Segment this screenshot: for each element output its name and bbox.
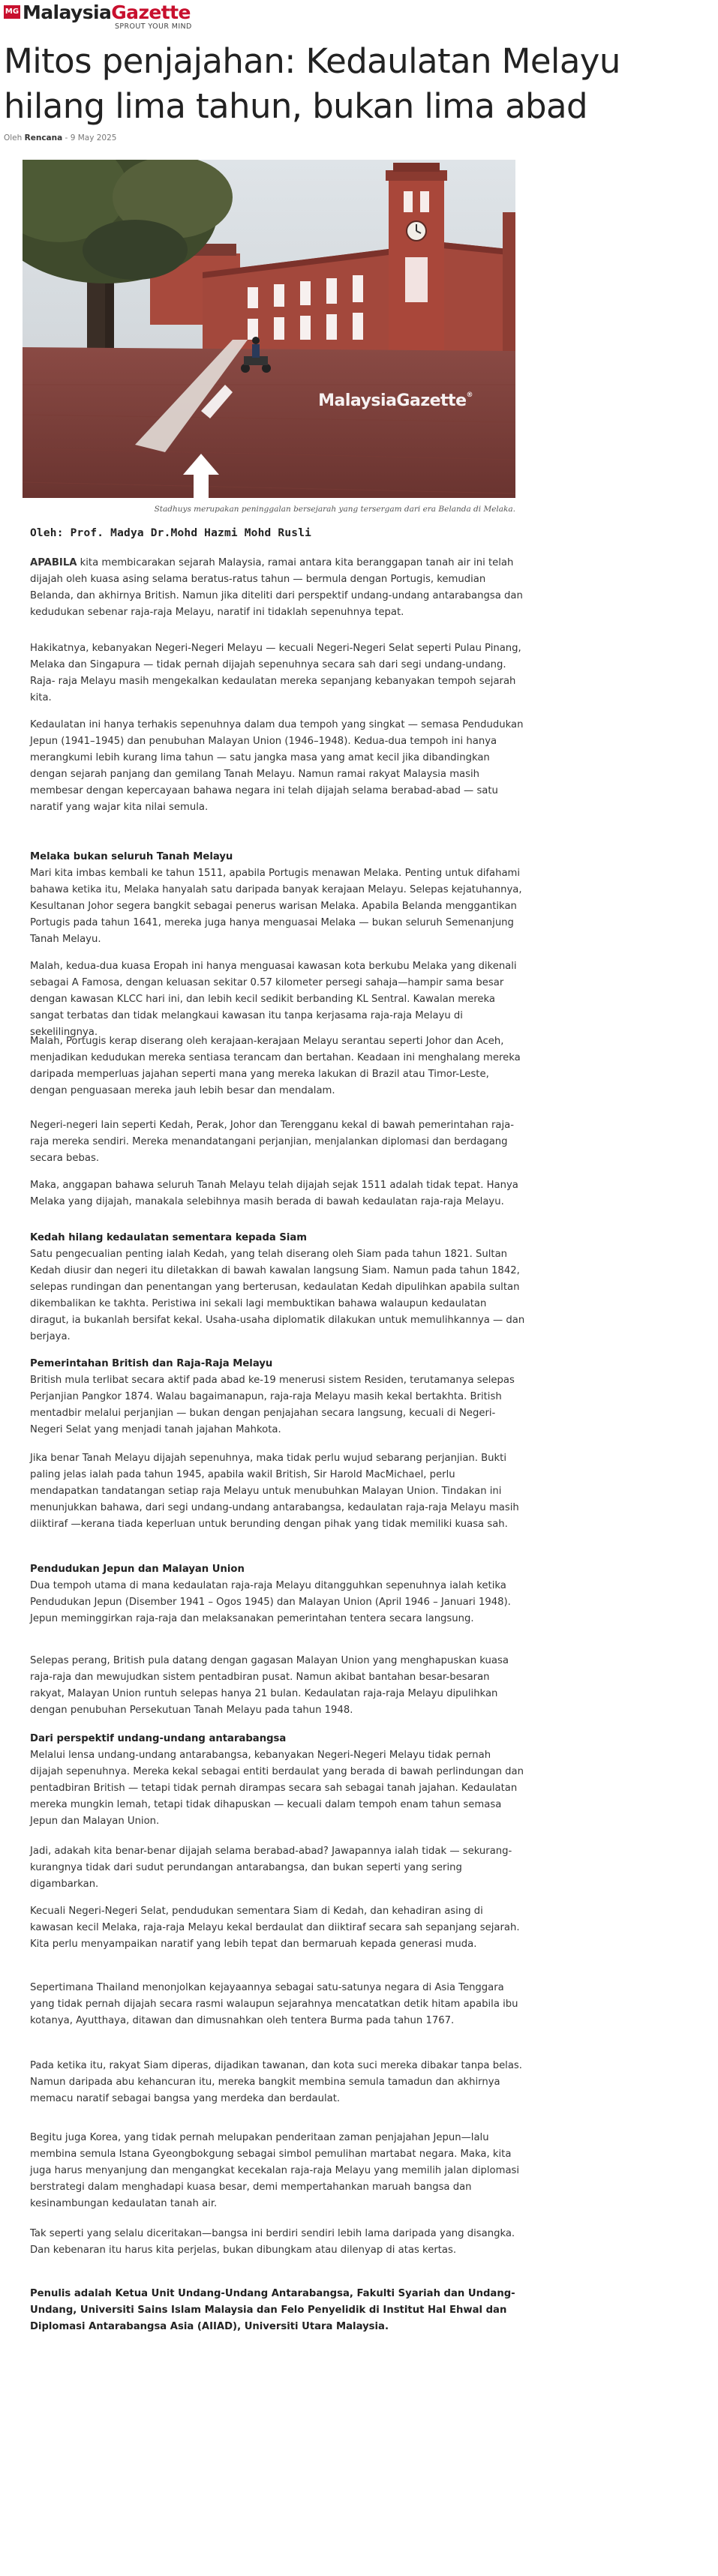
paragraph-4: Mari kita imbas kembali ke tahun 1511, apabila Portugis menawan Melaka. Penting untuk difahami bahawa ketika itu, Melaka hanyalah satu daripada banyak kerajaan Melayu. Selepas kejatuhannya, Kesultanan Johor segera bangkit sebagai penerus warisan Melaka. Apabila Belanda menggantikan Portugis pada tahun 1641, mereka juga hanya menguasai Melaka — bukan seluruh Semenanjung Tanah Melayu. — [30, 868, 522, 945]
photo-watermark-text: MalaysiaGazette — [318, 391, 467, 410]
paragraph-17: Sepertimana Thailand menonjolkan kejayaannya sebagai satu-satunya negara di Asia Tenggara yang tidak pernah dijajah secara rasmi walaupun sejarahnya mencatatkan detik hitam apabila ibu kotanya, Ayutthaya, ditawan dan dimusnahkan oleh tentera Burma pada tahun 1767. — [30, 1982, 518, 2026]
author-note: Penulis adalah Ketua Unit Undang-Undang Antarabangsa, Fakulti Syariah dan Undang-Undang, Universiti Sains Islam Malaysia dan Felo Penyelidik di Institut Hal Ehwal dan Diplomasi Antarabangsa Asia (AIIAD), Universiti Utara Malaysia. — [30, 2288, 515, 2332]
paragraph-13: Selepas perang, British pula datang dengan gagasan Malayan Union yang menghapuskan kuasa raja-raja dan mewujudkan sistem pentadbiran pusat. Namun akibat bantahan besar-besaran rakyat, Malayan Union runtuh selepas hanya 21 bulan. Kedaulatan raja-raja Melayu dipulihkan dengan penubuhan Persekutuan Tanah Melayu pada tahun 1948. — [30, 1655, 509, 1716]
logo-name-b: Gazette — [111, 1, 191, 23]
photo-watermark: MalaysiaGazette® — [318, 391, 473, 410]
paragraph-8: Maka, anggapan bahawa seluruh Tanah Melayu telah dijajah sejak 1511 adalah tidak tepat. Hanya Melaka yang dijajah, manakala selebihnya masih berada di bawah kedaulatan raja-raja Melayu. — [30, 1180, 518, 1207]
paragraph-3: Kedaulatan ini hanya terhakis sepenuhnya dalam dua tempoh yang singkat — semasa Pendudukan Jepun (1941–1945) dan penubuhan Malayan Union (1946–1948). Kedua-dua tempoh ini hanya merangkumi lebih kurang lima tahun — satu jangka masa yang amat kecil jika dibandingkan dengan sejarah panjang dan gemilang Tanah Melayu. Namun ramai rakyat Malaysia masih membesar dengan kepercayaan bahawa negara ini telah dijajah selama berabad-abad — satu naratif yang wajar kita nilai semula. — [30, 719, 524, 813]
subheading-5: Dari perspektif undang-undang antarabangsa — [30, 1733, 287, 1744]
logo-mark: MG — [4, 5, 20, 19]
paragraph-6: Malah, Portugis kerap diserang oleh kerajaan-kerajaan Melayu serantau seperti Johor dan Aceh, menjadikan kedudukan mereka sentiasa terancam dan bertahan. Keadaan ini menghalang mereka daripada memperluas jajahan seperti mana yang mereka lakukan di Brazil atau Timor-Leste, dengan penguasaan mereka jauh lebih besar dan mendalam. — [30, 1036, 521, 1096]
paragraph-7: Negeri-negeri lain seperti Kedah, Perak, Johor dan Terengganu kekal di bawah pemerintahan raja-raja mereka sendiri. Mereka menandatangani perjanjian, menjalankan diplomasi dan berdagang secara bebas. — [30, 1120, 514, 1164]
byline-author[interactable]: Rencana — [24, 133, 63, 142]
photo-caption: Stadhuys merupakan peninggalan bersejarah yang tersergam dari era Belanda di Melaka. — [154, 505, 515, 514]
lead-word: APABILA — [30, 557, 77, 568]
paragraph-11: Jika benar Tanah Melayu dijajah sepenuhnya, maka tidak perlu wujud sebarang perjanjian. Bukti paling jelas ialah pada tahun 1945, apabila wakil British, Sir Harold MacMichael, perlu mendapatkan tandatangan setiap raja Melayu untuk menubuhkan Malayan Union. Tindakan ini menunjukkan bahawa, dari segi undang-undang antarabangsa, kedaulatan raja-raja Melayu masih diiktiraf —kerana tiada keperluan untuk berunding dengan pihak yang tidak memiliki kuasa sah. — [30, 1453, 519, 1530]
subheading-1: Melaka bukan seluruh Tanah Melayu — [30, 851, 233, 862]
paragraph-15: Jadi, adakah kita benar-benar dijajah selama berabad-abad? Jawapannya ialah tidak — sekurang- kurangnya tidak dari sudut perundangan antarabangsa, dan bukan seperti yang sering digambarkan. — [30, 1846, 512, 1890]
logo-name-a: Malaysia — [23, 1, 112, 23]
paragraph-16: Kecuali Negeri-Negeri Selat, pendudukan sementara Siam di Kedah, dan kehadiran asing di kawasan kecil Melaka, raja-raja Melayu kekal berdaulat dan diiktiraf secara sah sepanjang sejarah. Kita perlu menyampaikan naratif yang lebih tepat dan bermaruah kepada generasi muda. — [30, 1906, 520, 1950]
article-headline: Mitos penjajahan: Kedaulatan Melayu hilang lima tahun, bukan lima abad — [4, 41, 620, 126]
paragraph-9: Satu pengecualian penting ialah Kedah, yang telah diserang oleh Siam pada tahun 1821. Sultan Kedah diusir dan negeri itu diletakkan di bawah kawalan langsung Siam. Namun pada tahun 1842, selepas rundingan dan penentangan yang berterusan, kedaulatan Kedah dipulihkan apabila sultan dikembalikan ke takhta. Peristiwa ini sekali lagi membuktikan bahawa walaupun kedaulatan diragut, ia bukanlah bersifat kekal. Usaha-usaha diplomatik dilakukan untuk memulihkannya — dan berjaya. — [30, 1249, 525, 1342]
site-logo[interactable] — [4, 1, 304, 34]
article-byline — [4, 133, 116, 142]
paragraph-14: Melalui lensa undang-undang antarabangsa, kebanyakan Negeri-Negeri Melayu tidak pernah dijajah sepenuhnya. Mereka kekal sebagai entiti berdaulat yang berada di bawah perlindungan dan pentadbiran British — tetapi tidak pernah dirampas secara sah sebagai tanah jajahan. Kedaulatan mereka mungkin lemah, tetapi tidak dihapuskan — kecuali dalam tempoh enam tahun semasa Jepun dan Malayan Union. — [30, 1750, 524, 1827]
article-photo — [23, 160, 515, 498]
logo-tagline: SPROUT YOUR MIND — [115, 22, 192, 31]
subheading-4: Pendudukan Jepun dan Malayan Union — [30, 1564, 245, 1575]
byline-date: 9 May 2025 — [70, 133, 117, 142]
byline-prefix: Oleh — [4, 133, 23, 142]
logo-wordmark — [23, 1, 191, 23]
paragraph-18: Pada ketika itu, rakyat Siam diperas, dijadikan tawanan, dan kota suci mereka dibakar tanpa belas. Namun daripada abu kehancuran itu, mereka bangkit membina semula tamadun dan akhirnya memacu naratif sebagai bangsa yang merdeka dan berdaulat. — [30, 2060, 522, 2104]
paragraph-19: Begitu juga Korea, yang tidak pernah melupakan penderitaan zaman penjajahan Jepun—lalu membina semula Istana Gyeongbokgung sebagai simbol pemulihan martabat negara. Maka, kita juga harus menyanjung dan mengangkat kecekalan raja-raja Melayu yang memilih jalan diplomasi berstrategi dalam menghadapi kuasa besar, demi mempertahankan maruah bangsa dan kesinambungan kedaulatan tanah air. — [30, 2132, 520, 2209]
byline-separator: - — [65, 133, 71, 142]
paragraph-20: Tak seperti yang selalu diceritakan—bangsa ini berdiri sendiri lebih lama daripada yang disangka. Dan kebenaran itu harus kita perjelas, bukan dibungkam atau dilenyap di atas kertas. — [30, 2228, 515, 2256]
paragraph-2: Hakikatnya, kebanyakan Negeri-Negeri Melayu — kecuali Negeri-Negeri Selat seperti Pulau Pinang, Melaka dan Singapura — tidak pernah dijajah sepenuhnya secara sah dari segi undang-undang. Raja- raja Melayu masih mengekalkan kedaulatan mereka sepanjang kebanyakan tempoh sejarah kita. — [30, 643, 521, 703]
paragraph-5: Malah, kedua-dua kuasa Eropah ini hanya menguasai kawasan kota berkubu Melaka yang dikenali sebagai A Famosa, dengan keluasan sekitar 0.57 kilometer persegi sahaja—hampir sama besar dengan kawasan KLCC hari ini, dan lebih kecil sedikit berbanding KL Sentral. Kawalan mereka sangat terbatas dan tidak melangkaui kawasan itu tanpa kerjasama raja-raja Melayu di sekelilingnya. — [30, 961, 517, 1038]
photo-illustration — [23, 160, 515, 498]
paragraph-12: Dua tempoh utama di mana kedaulatan raja-raja Melayu ditangguhkan sepenuhnya ialah ketika Pendudukan Jepun (Disember 1941 – Ogos 1945) dan Malayan Union (April 1946 – Januari 1948). Jepun meminggirkan raja-raja dan melaksanakan pemerintahan tentera secara langsung. — [30, 1580, 511, 1624]
subheading-3: Pemerintahan British dan Raja-Raja Melayu — [30, 1358, 273, 1369]
paragraph-10: British mula terlibat secara aktif pada abad ke-19 menerusi sistem Residen, terutamanya selepas Perjanjian Pangkor 1874. Walau bagaimanapun, raja-raja Melayu masih kekal bertakhta. British mentadbir melalui perjanjian — bukan dengan penjajahan secara langsung, kecuali di Negeri-Negeri Selat yang menjadi tanah jajahan Mahkota. — [30, 1375, 515, 1435]
subheading-2: Kedah hilang kedaulatan sementara kepada Siam — [30, 1232, 308, 1243]
author-line: Oleh: Prof. Madya Dr.Mohd Hazmi Mohd Rusli — [30, 527, 312, 539]
paragraph-1-text: kita membicarakan sejarah Malaysia, ramai antara kita beranggapan tanah air ini telah dijajah oleh kuasa asing selama beratus-ratus tahun — bermula dengan Portugis, kemudian Belanda, dan akhirnya British. Namun jika diteliti dari perspektif undang-undang antarabangsa dan kedudukan sebenar raja-raja Melayu, naratif ini tidaklah sepenuhnya tepat. — [30, 557, 523, 618]
paragraph-1 — [30, 555, 525, 621]
